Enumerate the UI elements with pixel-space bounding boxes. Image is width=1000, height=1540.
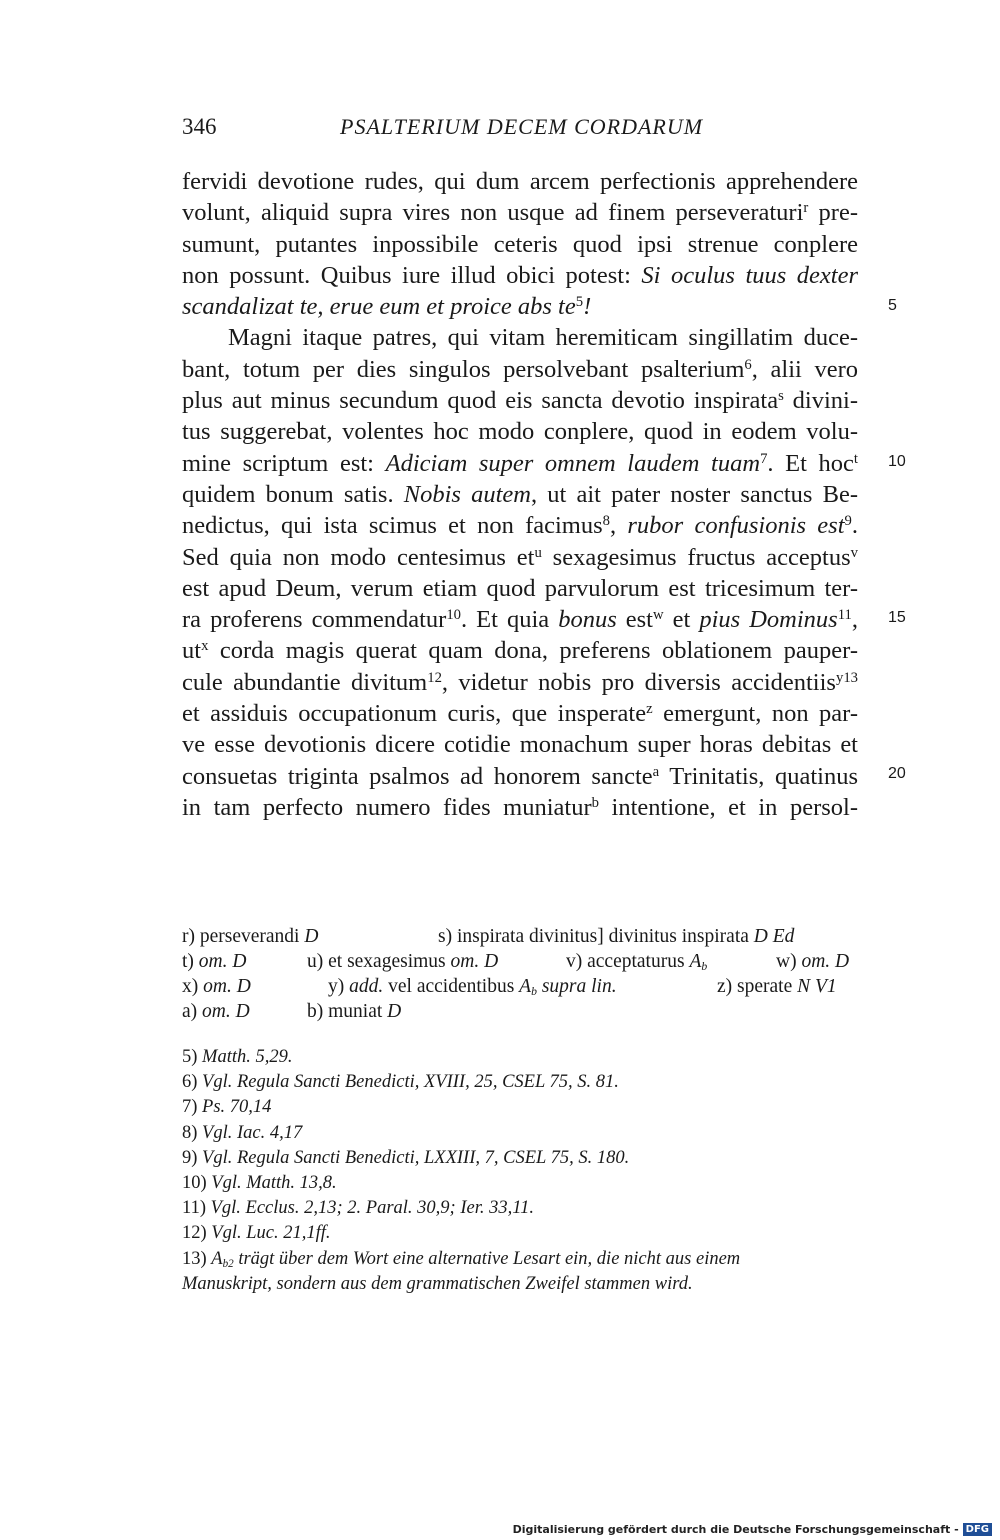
apparatus-note: r) perseverandi D: [182, 926, 319, 947]
footnote: 10) Vgl. Matth. 13,8.: [182, 1172, 337, 1193]
text-line: quidem bonum satis. Nobis autem, ut ait pater noster sanctus Be-: [182, 480, 858, 508]
apparatus-note: s) inspirata divinitus] divinitus inspirata D Ed: [438, 926, 795, 947]
apparatus-note: a) om. D: [182, 1001, 250, 1022]
footnote: 9) Vgl. Regula Sancti Benedicti, LXXIII, 7, CSEL 75, S. 180.: [182, 1147, 630, 1168]
text-line: ra proferens commendatur$^{10}$. Et quia bonus est$^w$ et pius Dominus$^{11}$,: [182, 606, 858, 634]
text-line: cule abundantie divitum$^{12}$, videtur nobis pro diversis accidentiis$^{y13}$: [182, 668, 858, 696]
text-line: nedictus, qui ista scimus et non facimus$^8$, rubor confusionis est$^9$.: [182, 512, 858, 540]
text-line: in tam perfecto numero fides muniatur$^b$ intentione, et in persol-: [182, 793, 858, 821]
main-text: [182, 166, 858, 823]
text-line: consuetas triginta psalmos ad honorem sancte$^a$ Trinitatis, quatinus: [182, 762, 858, 790]
text-line: mine scriptum est: Adiciam super omnem laudem tuam$^7$. Et hoc$^t$: [182, 449, 858, 477]
text-line: est apud Deum, verum etiam quod parvulorum est tricesimum ter-: [182, 574, 858, 602]
apparatus-note: x) om. D: [182, 976, 251, 997]
digitization-credit: [513, 1523, 992, 1536]
apparatus-note: z) sperate N V1: [717, 976, 837, 997]
text-line: plus aut minus secundum quod eis sancta devotio inspirata$^s$ divini-: [182, 387, 858, 415]
text-line: Sed quia non modo centesimus $et^u$ sexagesimus fructus acceptus$^v$: [182, 543, 858, 571]
footnote: 13) $A_{b2}$ trägt über dem Wort eine alternative Lesart ein, die nicht aus einem: [182, 1248, 741, 1270]
text-line: non possunt. Quibus iure illud obici potest: Si oculus tuus dexter: [182, 261, 858, 289]
footnote: 7) Ps. 70,14: [182, 1097, 272, 1118]
line-number: 15: [888, 609, 906, 626]
text-line: scandalizat te, erue eum et proice abs $te^5$!: [182, 293, 592, 321]
footnotes: [182, 1045, 858, 1297]
line-number: 5: [888, 297, 897, 314]
footnote: 8) Vgl. Iac. 4,17: [182, 1122, 303, 1143]
apparatus-row: [182, 949, 858, 974]
apparatus-note: t) om. D: [182, 951, 247, 972]
page-number: 346: [182, 114, 217, 139]
text-line: Magni itaque patres, qui vitam heremiticam singillatim duce-: [228, 324, 858, 352]
credit-text: Digitalisierung gefördert durch die Deutsche Forschungsgemeinschaft -: [512, 1523, 959, 1536]
apparatus-note: v) acceptaturus $A_b$: [566, 951, 708, 973]
footnote: 5) Matth. 5,29.: [182, 1047, 293, 1067]
text-line: fervidi devotione rudes, qui dum arcem perfectionis apprehendere: [182, 168, 858, 195]
apparatus-note: b) muniat D: [307, 1001, 402, 1022]
apparatus-note: y) add. vel accidentibus $A_b$ supra lin.: [328, 976, 617, 998]
line-number: 10: [888, 453, 906, 470]
text-line: et assiduis occupationum curis, que insperate$^z$ emergunt, non par-: [182, 700, 858, 728]
running-title: PSALTERIUM DECEM CORDARUM: [340, 114, 704, 139]
footnote-continuation: Manuskript, sondern aus dem grammatischen Zweifel stammen wird.: [182, 1273, 693, 1294]
footnote: 6) Vgl. Regula Sancti Benedicti, XVIII, 25, CSEL 75, S. 81.: [182, 1072, 619, 1093]
text-line: volunt, aliquid supra vires non usque ad finem perseveraturi$^r$ pre-: [182, 199, 858, 227]
apparatus-row: [182, 924, 858, 949]
line-number: 20: [888, 765, 906, 782]
text-line: ve esse devotionis dicere cotidie monachum super horas debitas et: [182, 731, 858, 759]
apparatus-row: [182, 974, 858, 999]
footnote: 11) Vgl. Ecclus. 2,13; 2. Paral. 30,9; Ier. 33,11.: [182, 1198, 534, 1219]
text-line: bant, totum per dies singulos persolvebant psalterium$^6$, alii vero: [182, 355, 858, 383]
text-line: tus suggerebat, volentes hoc modo conplere, quod in eodem volu-: [182, 418, 858, 446]
dfg-logo: DFG: [963, 1523, 992, 1536]
apparatus-note: u) et sexagesimus om. D: [307, 951, 499, 972]
text-line: $ut^x$ corda magis querat quam dona, preferens oblationem pauper-: [182, 637, 858, 665]
apparatus-row: [182, 999, 858, 1024]
text-line: sumunt, putantes inpossibile ceteris quod ipsi strenue conplere: [182, 230, 858, 258]
apparatus-note: w) om. D: [776, 951, 850, 972]
critical-apparatus: [182, 924, 858, 1024]
footnote: 12) Vgl. Luc. 21,1ff.: [182, 1223, 331, 1244]
